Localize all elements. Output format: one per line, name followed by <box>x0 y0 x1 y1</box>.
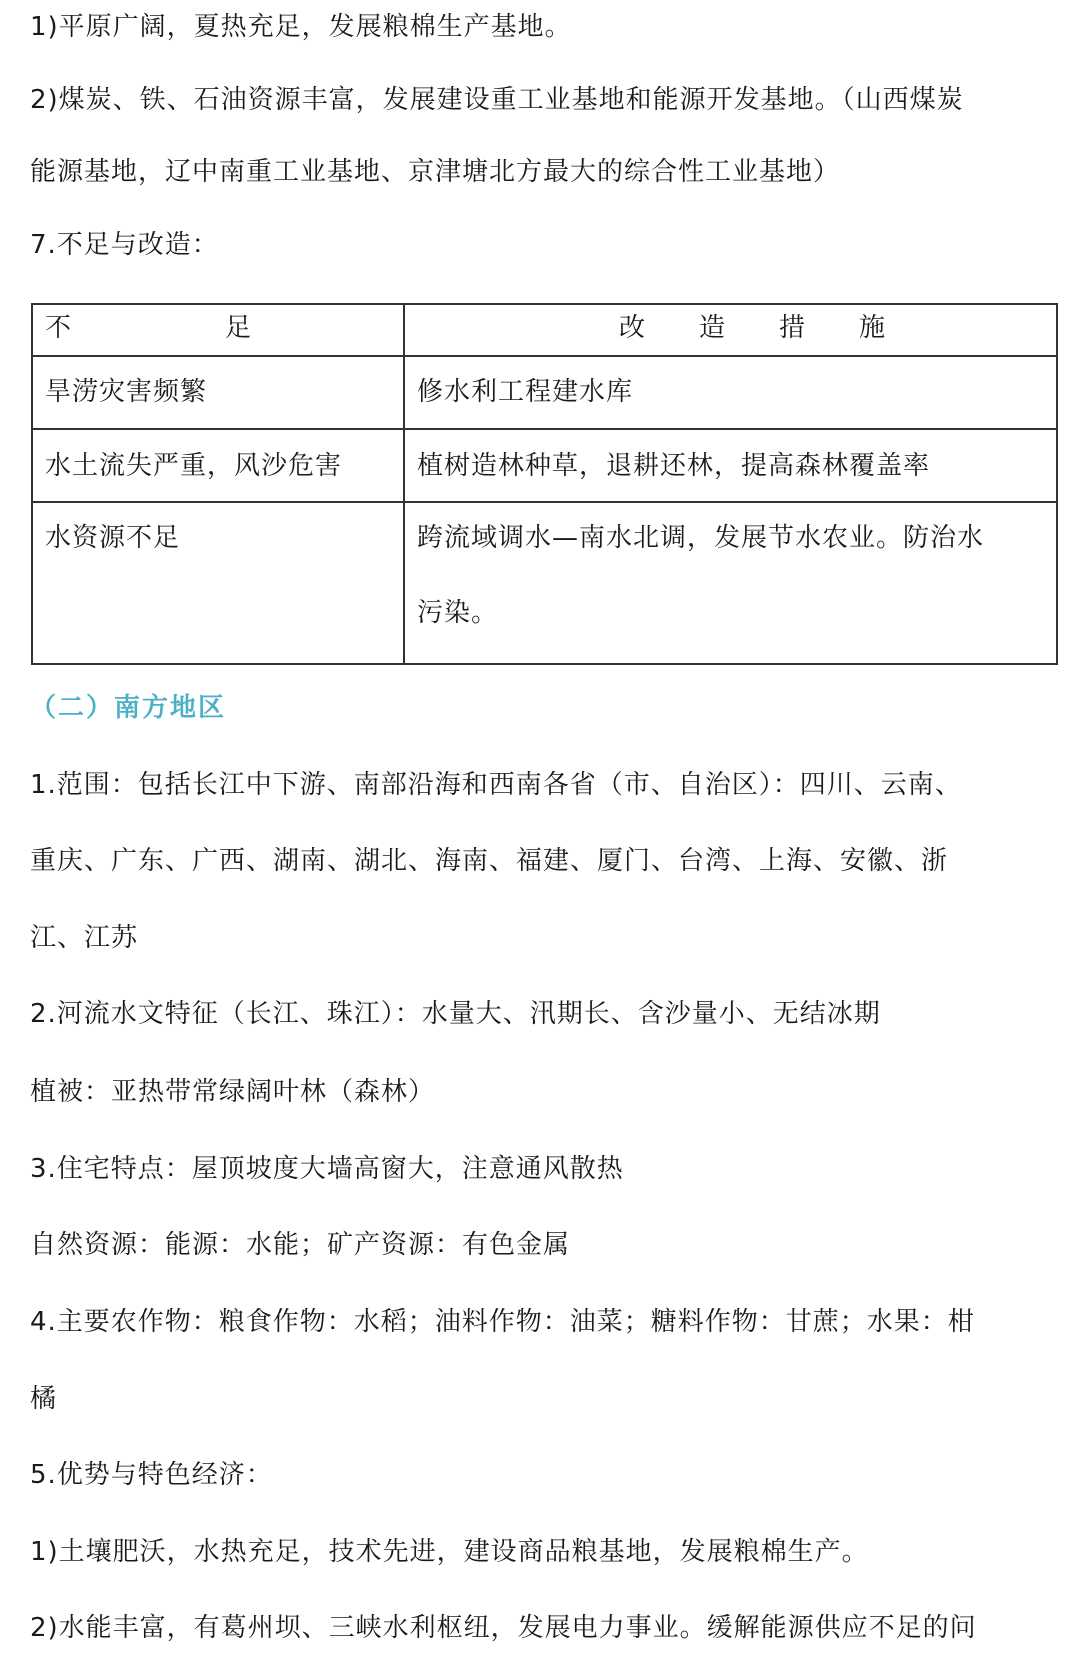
table-cell: 水资源不足 <box>45 523 181 553</box>
text-line: 2)水能丰富，有葛州坝、三峡水利枢纽，发展电力事业。缓解能源供应不足的问 <box>30 1613 977 1643</box>
text-line: 5.优势与特色经济： <box>30 1460 273 1490</box>
text-line: 自然资源：能源：水能；矿产资源：有色金属 <box>30 1230 571 1260</box>
table-cell: 植树造林种草，退耕还林，提高森林覆盖率 <box>417 451 931 481</box>
table-divider <box>403 305 405 663</box>
text-line: 1)平原广阔，夏热充足，发展粮棉生产基地。 <box>30 12 572 42</box>
table-cell: 修水利工程建水库 <box>417 377 634 407</box>
text-line: 2)煤炭、铁、石油资源丰富，发展建设重工业基地和能源开发基地。（山西煤炭 <box>30 85 964 115</box>
text-line: 3.住宅特点：屋顶坡度大墙高窗大，注意通风散热 <box>30 1154 624 1184</box>
text-line: 7.不足与改造： <box>30 230 219 260</box>
text-line: 4.主要农作物：粮食作物：水稻；油料作物：油菜；糖料作物：甘蔗；水果：柑 <box>30 1307 975 1337</box>
table-header-left: 不 足 <box>45 313 286 343</box>
table-header-right: 改 造 措 施 <box>619 313 900 343</box>
text-line: 1.范围：包括长江中下游、南部沿海和西南各省（市、自治区）：四川、云南、 <box>30 770 962 800</box>
table-cell: 跨流域调水—南水北调，发展节水农业。防治水 <box>417 523 985 553</box>
table-rule <box>33 355 1056 357</box>
table-rule <box>33 501 1056 503</box>
text-line: 1)土壤肥沃，水热充足，技术先进，建设商品粮基地，发展粮棉生产。 <box>30 1537 869 1567</box>
text-line: 重庆、广东、广西、湖南、湖北、海南、福建、厦门、台湾、上海、安徽、浙 <box>30 846 949 876</box>
table-cell: 污染。 <box>417 598 499 628</box>
text-line: 植被：亚热带常绿阔叶林（森林） <box>30 1077 436 1107</box>
text-line: 能源基地，辽中南重工业基地、京津塘北方最大的综合性工业基地） <box>30 157 841 187</box>
table-cell: 水土流失严重，风沙危害 <box>45 451 343 481</box>
section-heading: （二）南方地区 <box>30 693 227 723</box>
improvement-table <box>31 303 1058 665</box>
table-rule <box>33 428 1056 430</box>
text-line: 橘 <box>30 1384 58 1414</box>
table-cell: 旱涝灾害频繁 <box>45 377 208 407</box>
text-line: 2.河流水文特征（长江、珠江）：水量大、汛期长、含沙量小、无结冰期 <box>30 999 881 1029</box>
text-line: 江、江苏 <box>30 923 139 953</box>
